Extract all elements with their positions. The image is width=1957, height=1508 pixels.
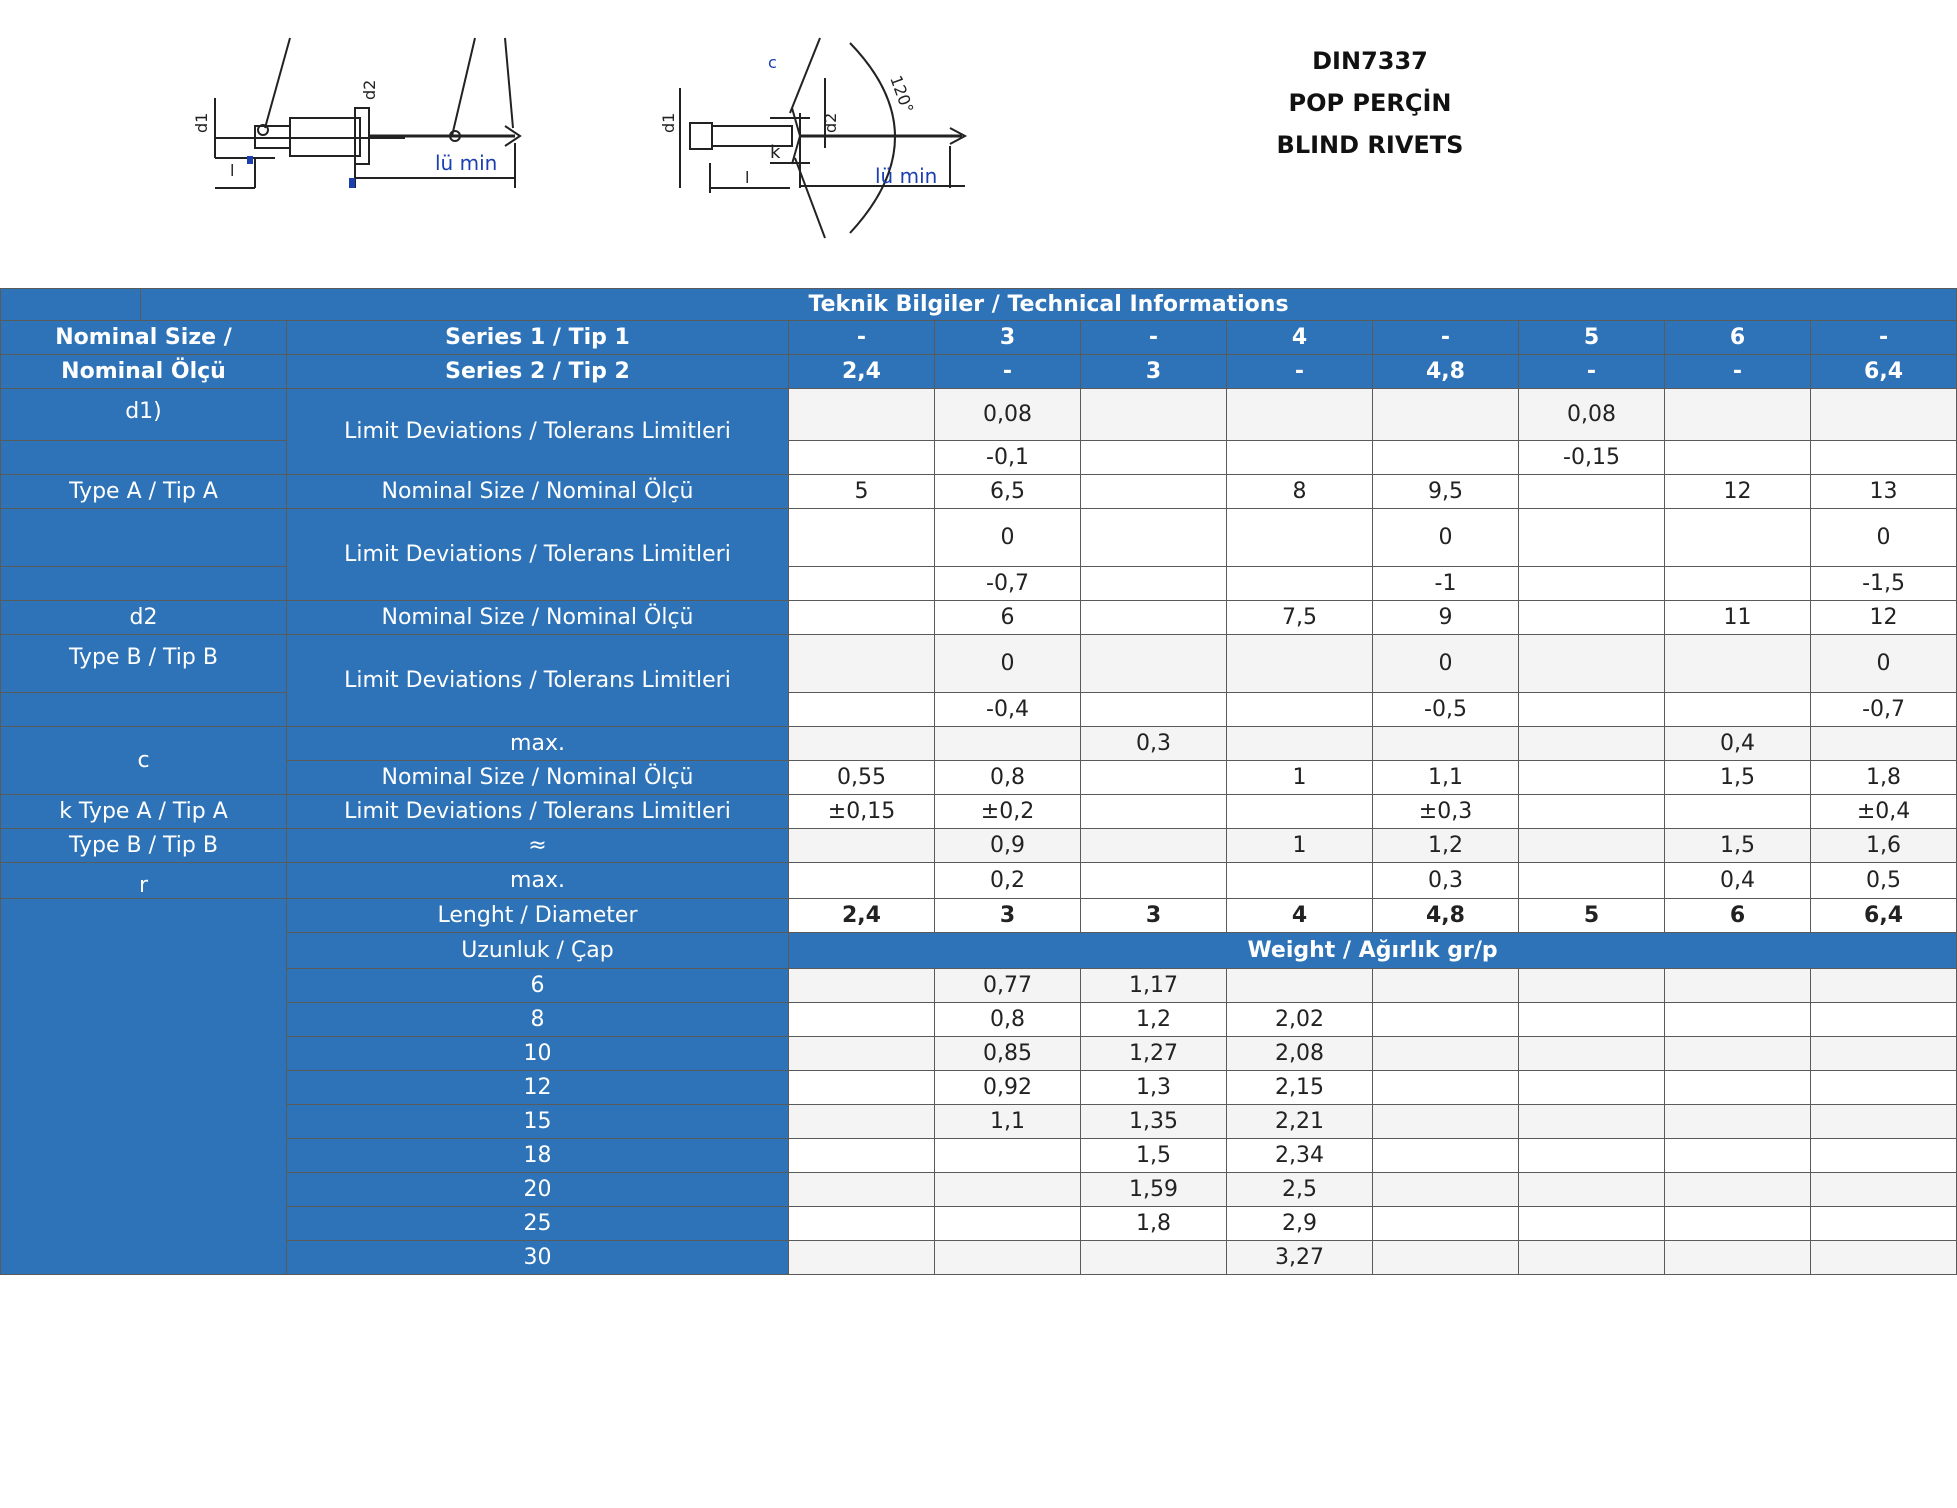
table-row xyxy=(1,509,1957,567)
value-cell xyxy=(1665,693,1811,727)
table-row xyxy=(1,829,1957,863)
value-cell: 7,5 xyxy=(1227,601,1373,635)
value-cell: 6 xyxy=(935,601,1081,635)
typeB-label: Type B / Tip B xyxy=(1,635,287,693)
value-cell: 1,5 xyxy=(1081,1139,1227,1173)
value-cell xyxy=(789,727,935,761)
table-row xyxy=(1,969,1957,1003)
weight-header: Weight / Ağırlık gr/p xyxy=(789,933,1957,969)
value-cell: 0,2 xyxy=(935,863,1081,899)
series1-value: 5 xyxy=(1519,321,1665,355)
table-row xyxy=(1,1173,1957,1207)
d2-label-b: d2 xyxy=(821,112,840,133)
value-cell xyxy=(1081,441,1227,475)
value-cell: -0,7 xyxy=(935,567,1081,601)
value-cell xyxy=(1519,509,1665,567)
value-cell xyxy=(1081,1241,1227,1275)
value-cell: -0,7 xyxy=(1811,693,1957,727)
value-cell: 0,08 xyxy=(1519,389,1665,441)
c-label-cell: c xyxy=(1,727,287,795)
value-cell xyxy=(1081,389,1227,441)
value-cell xyxy=(935,1241,1081,1275)
title-standard: DIN7337 xyxy=(1312,47,1428,75)
d1-label-cell: d1) xyxy=(1,389,287,441)
value-cell xyxy=(789,635,935,693)
value-cell xyxy=(789,567,935,601)
value-cell xyxy=(935,1139,1081,1173)
value-cell: 2,34 xyxy=(1227,1139,1373,1173)
value-cell xyxy=(1519,969,1665,1003)
value-cell: 2,02 xyxy=(1227,1003,1373,1037)
table-row xyxy=(1,863,1957,899)
value-cell xyxy=(1665,1003,1811,1037)
series2-label: Series 2 / Tip 2 xyxy=(287,355,789,389)
value-cell xyxy=(1665,389,1811,441)
value-cell xyxy=(1081,829,1227,863)
table-row xyxy=(1,475,1957,509)
series2-value: - xyxy=(1519,355,1665,389)
table-row xyxy=(1,635,1957,693)
value-cell: ±0,4 xyxy=(1811,795,1957,829)
value-cell xyxy=(1811,969,1957,1003)
value-cell: ±0,2 xyxy=(935,795,1081,829)
uzunluk-label: Uzunluk / Çap xyxy=(287,933,789,969)
value-cell xyxy=(1227,969,1373,1003)
value-cell xyxy=(789,1071,935,1105)
value-cell xyxy=(789,1207,935,1241)
value-cell xyxy=(1665,1071,1811,1105)
value-cell: -0,15 xyxy=(1519,441,1665,475)
value-cell xyxy=(1373,1241,1519,1275)
table-row xyxy=(1,321,1957,355)
value-cell: -1 xyxy=(1373,567,1519,601)
value-cell xyxy=(1519,1071,1665,1105)
value-cell: 1,6 xyxy=(1811,829,1957,863)
value-cell xyxy=(1227,567,1373,601)
value-cell: 3,27 xyxy=(1227,1241,1373,1275)
lu-min-label: lü min xyxy=(435,151,498,175)
weight-length: 15 xyxy=(287,1105,789,1139)
value-cell xyxy=(1811,1241,1957,1275)
value-cell: 11 xyxy=(1665,601,1811,635)
value-cell xyxy=(1373,727,1519,761)
value-cell: 5 xyxy=(1519,899,1665,933)
value-cell: -0,4 xyxy=(935,693,1081,727)
value-cell: 1,59 xyxy=(1081,1173,1227,1207)
table-row xyxy=(1,601,1957,635)
nominal-label: Nominal Size / Nominal Ölçü xyxy=(287,475,789,509)
value-cell xyxy=(1519,1173,1665,1207)
value-cell xyxy=(1665,795,1811,829)
value-cell xyxy=(1665,969,1811,1003)
value-cell: 3 xyxy=(935,899,1081,933)
series2-value: 6,4 xyxy=(1811,355,1957,389)
value-cell: -0,1 xyxy=(935,441,1081,475)
table-row xyxy=(1,389,1957,441)
value-cell xyxy=(1227,389,1373,441)
table-header: Teknik Bilgiler / Technical Informations xyxy=(141,289,1957,321)
table-row xyxy=(1,727,1957,761)
title-english: BLIND RIVETS xyxy=(1276,131,1464,159)
value-cell: 6 xyxy=(1665,899,1811,933)
value-cell: 6,5 xyxy=(935,475,1081,509)
value-cell: 1,8 xyxy=(1811,761,1957,795)
rivet-type-a-drawing xyxy=(192,38,535,248)
value-cell xyxy=(1811,441,1957,475)
value-cell: 12 xyxy=(1811,601,1957,635)
value-cell: 0 xyxy=(1811,635,1957,693)
value-cell xyxy=(1665,509,1811,567)
value-cell xyxy=(1227,693,1373,727)
angle-label: 120° xyxy=(886,72,918,116)
value-cell: ±0,15 xyxy=(789,795,935,829)
value-cell: 4,8 xyxy=(1373,899,1519,933)
series1-value: 4 xyxy=(1227,321,1373,355)
value-cell: 2,15 xyxy=(1227,1071,1373,1105)
l-label-b: l xyxy=(745,168,750,187)
table-row xyxy=(1,1037,1957,1071)
series1-value: - xyxy=(1081,321,1227,355)
value-cell xyxy=(1811,727,1957,761)
value-cell xyxy=(935,727,1081,761)
value-cell: 12 xyxy=(1665,475,1811,509)
value-cell xyxy=(789,1003,935,1037)
value-cell xyxy=(789,441,935,475)
value-cell xyxy=(1519,829,1665,863)
value-cell xyxy=(1373,441,1519,475)
value-cell xyxy=(1811,1003,1957,1037)
weight-length: 25 xyxy=(287,1207,789,1241)
series2-value: 4,8 xyxy=(1373,355,1519,389)
value-cell xyxy=(1519,1139,1665,1173)
value-cell xyxy=(1081,601,1227,635)
value-cell: 1,5 xyxy=(1665,829,1811,863)
value-cell: 1 xyxy=(1227,829,1373,863)
value-cell xyxy=(1519,601,1665,635)
value-cell: 1,5 xyxy=(1665,761,1811,795)
blank-label xyxy=(1,509,287,567)
value-cell xyxy=(1811,1105,1957,1139)
value-cell: ±0,3 xyxy=(1373,795,1519,829)
value-cell xyxy=(1519,1037,1665,1071)
series1-value: - xyxy=(1373,321,1519,355)
value-cell xyxy=(789,1139,935,1173)
k-typeA-label: k Type A / Tip A xyxy=(1,795,287,829)
value-cell xyxy=(789,693,935,727)
table-row xyxy=(1,1207,1957,1241)
limit-label: Limit Deviations / Tolerans Limitleri xyxy=(287,635,789,727)
value-cell xyxy=(789,389,935,441)
d2-label-cell: d2 xyxy=(1,601,287,635)
series1-value: 6 xyxy=(1665,321,1811,355)
l-label: l xyxy=(230,161,235,180)
value-cell: 0,55 xyxy=(789,761,935,795)
value-cell: 0,9 xyxy=(935,829,1081,863)
header xyxy=(0,0,1956,288)
value-cell: 2,9 xyxy=(1227,1207,1373,1241)
nominal-label: Nominal Size / Nominal Ölçü xyxy=(287,761,789,795)
value-cell: 0,4 xyxy=(1665,727,1811,761)
value-cell xyxy=(789,601,935,635)
value-cell: 0 xyxy=(1373,509,1519,567)
value-cell xyxy=(1665,441,1811,475)
typeA-label: Type A / Tip A xyxy=(1,475,287,509)
nominal-label: Nominal Size / Nominal Ölçü xyxy=(287,601,789,635)
nominal-size-label: Nominal Size / xyxy=(1,321,287,355)
value-cell: -0,5 xyxy=(1373,693,1519,727)
blank-label xyxy=(1,567,287,601)
max-label: max. xyxy=(287,863,789,899)
series1-value: - xyxy=(1811,321,1957,355)
value-cell xyxy=(1665,1241,1811,1275)
value-cell xyxy=(1373,1071,1519,1105)
value-cell: -1,5 xyxy=(1811,567,1957,601)
table-row xyxy=(1,1071,1957,1105)
corner-cell xyxy=(1,289,141,321)
value-cell: 0,5 xyxy=(1811,863,1957,899)
value-cell: 9,5 xyxy=(1373,475,1519,509)
value-cell: 0 xyxy=(935,509,1081,567)
value-cell xyxy=(1811,1071,1957,1105)
value-cell: 2,5 xyxy=(1227,1173,1373,1207)
value-cell xyxy=(1373,1105,1519,1139)
value-cell xyxy=(1519,1241,1665,1275)
value-cell xyxy=(1811,1037,1957,1071)
value-cell xyxy=(1081,761,1227,795)
series1-value: 3 xyxy=(935,321,1081,355)
value-cell xyxy=(789,1241,935,1275)
table-row xyxy=(1,1003,1957,1037)
approx-label: ≈ xyxy=(287,829,789,863)
table-row xyxy=(1,1241,1957,1275)
table-row xyxy=(1,933,1957,969)
value-cell: 1,17 xyxy=(1081,969,1227,1003)
table-row xyxy=(1,795,1957,829)
value-cell: 1,1 xyxy=(1373,761,1519,795)
value-cell: 4 xyxy=(1227,899,1373,933)
value-cell xyxy=(1081,509,1227,567)
weight-length: 18 xyxy=(287,1139,789,1173)
value-cell: 0,4 xyxy=(1665,863,1811,899)
value-cell: 1 xyxy=(1227,761,1373,795)
series2-value: - xyxy=(935,355,1081,389)
d2-label: d2 xyxy=(360,79,379,100)
value-cell: 8 xyxy=(1227,475,1373,509)
title-block xyxy=(1180,40,1560,166)
value-cell xyxy=(1811,1173,1957,1207)
value-cell: 1,2 xyxy=(1373,829,1519,863)
value-cell xyxy=(1227,509,1373,567)
value-cell xyxy=(1081,863,1227,899)
series2-value: - xyxy=(1227,355,1373,389)
table-row xyxy=(1,761,1957,795)
table-row xyxy=(1,1139,1957,1173)
value-cell xyxy=(1373,389,1519,441)
value-cell xyxy=(1373,1139,1519,1173)
lu-min-label-b: lü min xyxy=(875,164,938,188)
value-cell: 1,2 xyxy=(1081,1003,1227,1037)
limit-label: Limit Deviations / Tolerans Limitleri xyxy=(287,389,789,475)
weight-length: 10 xyxy=(287,1037,789,1071)
value-cell xyxy=(1081,475,1227,509)
value-cell xyxy=(1227,863,1373,899)
length-diameter-label: Lenght / Diameter xyxy=(287,899,789,933)
value-cell xyxy=(789,1037,935,1071)
value-cell: 1,35 xyxy=(1081,1105,1227,1139)
value-cell xyxy=(1081,795,1227,829)
value-cell xyxy=(1373,1207,1519,1241)
value-cell xyxy=(1227,727,1373,761)
value-cell: 0,92 xyxy=(935,1071,1081,1105)
value-cell: 0,8 xyxy=(935,1003,1081,1037)
r-label-cell: r xyxy=(1,863,287,899)
series1-label: Series 1 / Tip 1 xyxy=(287,321,789,355)
value-cell: 2,21 xyxy=(1227,1105,1373,1139)
value-cell xyxy=(935,1173,1081,1207)
weight-length: 20 xyxy=(287,1173,789,1207)
table-row xyxy=(1,289,1957,321)
series2-value: - xyxy=(1665,355,1811,389)
value-cell: 1,8 xyxy=(1081,1207,1227,1241)
series2-value: 2,4 xyxy=(789,355,935,389)
blank-label xyxy=(1,693,287,727)
value-cell: 1,3 xyxy=(1081,1071,1227,1105)
spec-table xyxy=(0,288,1957,1275)
weight-length: 12 xyxy=(287,1071,789,1105)
value-cell: 0,8 xyxy=(935,761,1081,795)
value-cell xyxy=(1373,1003,1519,1037)
value-cell xyxy=(789,863,935,899)
value-cell xyxy=(1519,1003,1665,1037)
title-turkish: POP PERÇİN xyxy=(1288,89,1452,117)
series2-value: 3 xyxy=(1081,355,1227,389)
value-cell xyxy=(935,1207,1081,1241)
value-cell xyxy=(1519,567,1665,601)
value-cell xyxy=(1665,1173,1811,1207)
value-cell xyxy=(1665,1139,1811,1173)
weight-length: 8 xyxy=(287,1003,789,1037)
value-cell: 0 xyxy=(1811,509,1957,567)
value-cell xyxy=(1373,969,1519,1003)
k-typeB-label: Type B / Tip B xyxy=(1,829,287,863)
value-cell xyxy=(1519,727,1665,761)
value-cell xyxy=(1665,635,1811,693)
value-cell: 0,3 xyxy=(1373,863,1519,899)
value-cell: 0,08 xyxy=(935,389,1081,441)
value-cell: 0 xyxy=(1373,635,1519,693)
value-cell xyxy=(789,1173,935,1207)
value-cell xyxy=(1081,693,1227,727)
value-cell xyxy=(789,509,935,567)
table-row xyxy=(1,355,1957,389)
value-cell: 3 xyxy=(1081,899,1227,933)
value-cell xyxy=(1519,1207,1665,1241)
d1-label-b: d1 xyxy=(659,112,678,133)
value-cell: 2,4 xyxy=(789,899,935,933)
value-cell: 0 xyxy=(935,635,1081,693)
value-cell xyxy=(1519,863,1665,899)
rivet-type-b-drawing xyxy=(650,38,990,258)
k-label: k xyxy=(770,142,781,163)
value-cell xyxy=(1519,761,1665,795)
value-cell: 0,77 xyxy=(935,969,1081,1003)
d1-label: d1 xyxy=(192,112,211,133)
value-cell: 0,85 xyxy=(935,1037,1081,1071)
value-cell xyxy=(789,829,935,863)
value-cell: 1,27 xyxy=(1081,1037,1227,1071)
value-cell: 1,1 xyxy=(935,1105,1081,1139)
value-cell: 13 xyxy=(1811,475,1957,509)
limit-label: Limit Deviations / Tolerans Limitleri xyxy=(287,509,789,601)
value-cell: 9 xyxy=(1373,601,1519,635)
series1-value: - xyxy=(789,321,935,355)
value-cell xyxy=(1227,441,1373,475)
value-cell xyxy=(1811,1207,1957,1241)
value-cell xyxy=(1665,1207,1811,1241)
value-cell: 0,3 xyxy=(1081,727,1227,761)
max-label: max. xyxy=(287,727,789,761)
value-cell xyxy=(1519,1105,1665,1139)
value-cell xyxy=(1811,1139,1957,1173)
value-cell: 6,4 xyxy=(1811,899,1957,933)
weight-length: 6 xyxy=(287,969,789,1003)
value-cell: 2,08 xyxy=(1227,1037,1373,1071)
value-cell xyxy=(1665,567,1811,601)
value-cell xyxy=(1665,1105,1811,1139)
value-cell xyxy=(1519,475,1665,509)
value-cell xyxy=(1081,635,1227,693)
blank-label xyxy=(1,441,287,475)
c-label: c xyxy=(768,53,777,72)
value-cell xyxy=(1081,567,1227,601)
value-cell xyxy=(1519,635,1665,693)
value-cell: 5 xyxy=(789,475,935,509)
value-cell xyxy=(789,1105,935,1139)
value-cell xyxy=(1665,1037,1811,1071)
limit-label: Limit Deviations / Tolerans Limitleri xyxy=(287,795,789,829)
value-cell xyxy=(1227,795,1373,829)
value-cell xyxy=(789,969,935,1003)
value-cell xyxy=(1227,635,1373,693)
weight-length: 30 xyxy=(287,1241,789,1275)
value-cell xyxy=(1519,795,1665,829)
table-row xyxy=(1,899,1957,933)
value-cell xyxy=(1373,1037,1519,1071)
table-row xyxy=(1,1105,1957,1139)
value-cell xyxy=(1519,693,1665,727)
nominal-olcu-label: Nominal Ölçü xyxy=(1,355,287,389)
value-cell xyxy=(1811,389,1957,441)
weights-side-blank xyxy=(1,899,287,1275)
value-cell xyxy=(1373,1173,1519,1207)
